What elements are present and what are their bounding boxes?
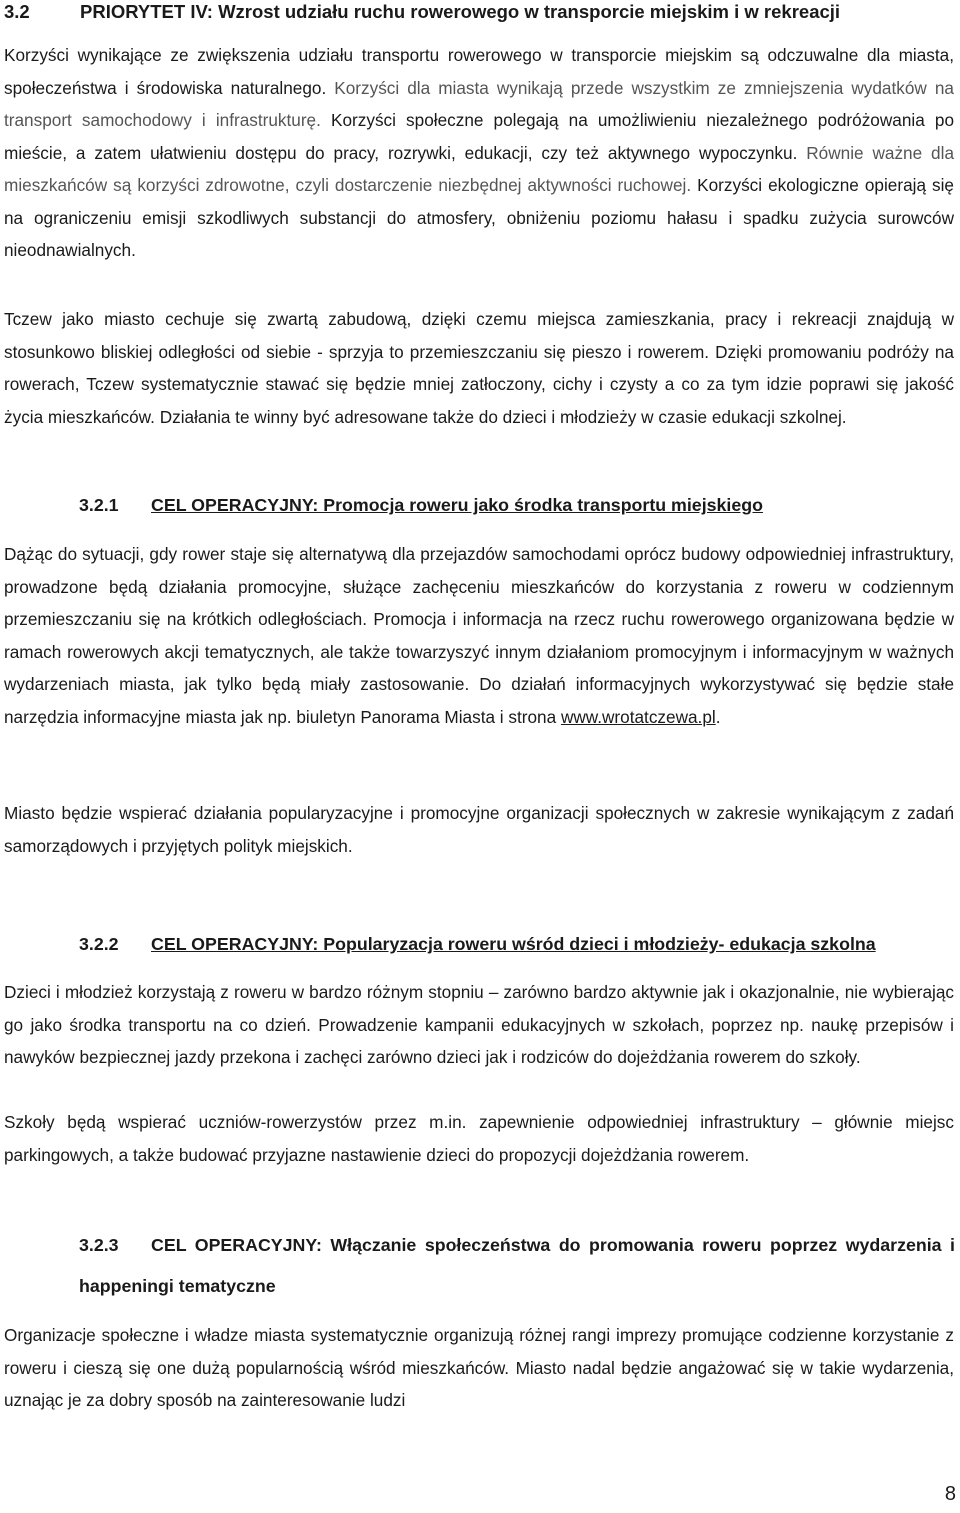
goal2-paragraph-2: Szkoły będą wspierać uczniów-rowerzystów przez m.in. zapewnienie odpowiedniej infrastruktury – głównie miejsc parkingowych, a także budować przyjazne nastawienie dzieci do propozycji dojeżdżania rowerem. — [4, 1112, 954, 1165]
goal-number: 3.2.2 — [79, 934, 119, 954]
section-title: PRIORYTET IV: Wzrost udziału ruchu rowerowego w transporcie miejskim i w rekreacji — [80, 1, 841, 22]
section-heading — [4, 0, 954, 25]
page-number: 8 — [944, 1483, 956, 1505]
intro-sentence: Korzyści dla miasta wynikają przede wszystkim ze zmniejszenia wydatków na transport samochodowy i infrastrukturę. — [4, 77, 954, 130]
goal1-text: Dążąc do sytuacji, gdy rower staje się alternatywą dla przejazdów samochodami oprócz budowy odpowiedniej infrastruktury, prowadzone będą działania promocyjne, służące zachęceniu mieszkańców do korzystania z roweru w codziennym przemieszczaniu się na krótkich odległościach. Promocja i informacja na rzecz ruchu rowerowego organizowana będzie w ramach rowerowych akcji tematycznych, ale także towarzyszyć innym działaniom promocyjnym i informacyjnym w ważnych wydarzeniach miasta, jak tylko będą miały zastosowanie. Do działań informacyjnych wykorzystywać się będzie stałe narzędzia informacyjne miasta jak np. biuletyn Panorama Miasta i strona — [4, 544, 954, 727]
intro-sentence: Korzyści wynikające ze zwiększenia udziału transportu rowerowego w transporcie miejskim są odczuwalne dla miasta, społeczeństwa i środowiska naturalnego. — [4, 45, 954, 98]
goal-title: CEL OPERACYJNY: Włączanie społeczeństwa do promowania roweru poprzez wydarzenia i happeningi tematyczne — [79, 1235, 955, 1296]
intro-sentence: Równie ważne dla mieszkańców są korzyści zdrowotne, czyli dostarczenie niezbędnej aktywności ruchowej. — [4, 142, 954, 195]
goal1-text-end: . — [715, 706, 721, 727]
goal-title: CEL OPERACYJNY: Popularyzacja roweru wśród dzieci i młodzieży- edukacja szkolna — [151, 934, 876, 954]
goal-number: 3.2.3 — [79, 1235, 119, 1255]
intro-sentence: Korzyści ekologiczne opierają się na ograniczeniu emisji szkodliwych substancji do atmosfery, obniżeniu poziomu hałasu i spadku zużycia surowców nieodnawialnych. — [4, 175, 954, 260]
goal1-paragraph — [4, 538, 954, 733]
intro-paragraph — [4, 39, 954, 267]
website-link[interactable]: www.wrotatczewa.pl — [560, 706, 716, 727]
goal-number: 3.2.1 — [79, 495, 119, 515]
goal3-paragraph: Organizacje społeczne i władze miasta systematycznie organizują różnej rangi imprezy promujące codzienne korzystanie z roweru i cieszą się one dużą popularnością wśród mieszkańców. Miasto nadal będzie angażować się w takie wydarzenia, uznając je za dobry sposób na zainteresowanie ludzi — [4, 1325, 954, 1410]
section-number: 3.2 — [4, 1, 30, 22]
goal1-paragraph-2: Miasto będzie wspierać działania popularyzacyjne i promocyjne organizacji społecznych w zakresie wynikającym z zadań samorządowych i przyjętych polityk miejskich. — [4, 803, 954, 856]
goal-heading-3-2-1 — [79, 485, 955, 526]
goal2-paragraph: Dzieci i młodzież korzystają z roweru w bardzo różnym stopniu – zarówno bardzo aktywnie jak i okazjonalnie, nie wybierając go jako środka transportu na co dzień. Prowadzenie kampanii edukacyjnych w szkołach, poprzez np. naukę przepisów i nawyków bezpiecznej jazdy przekona i zachęci zarówno dzieci jak i rodziców do dojeżdżania rowerem do szkoły. — [4, 982, 954, 1067]
goal-heading-3-2-2 — [79, 924, 955, 965]
intro-sentence: Korzyści społeczne polegają na umożliwieniu niezależnego podróżowania po mieście, a zatem ułatwieniu dostępu do pracy, rozrywki, edukacji, czy też aktywnego wypoczynku. — [4, 110, 954, 163]
goal-heading-3-2-3 — [79, 1225, 955, 1307]
goal-title: CEL OPERACYJNY: Promocja roweru jako środka transportu miejskiego — [151, 495, 763, 515]
intro-paragraph-2: Tczew jako miasto cechuje się zwartą zabudową, dzięki czemu miejsca zamieszkania, pracy i rekreacji znajdują w stosunkowo bliskiej odległości od siebie - sprzyja to przemieszczaniu się pieszo i rowerem. Dzięki promowaniu podróży na rowerach, Tczew systematycznie stawać się będzie mniej zatłoczony, cichy i czysty a co za tym idzie poprawi się jakość życia mieszkańców. Działania te winny być adresowane także do dzieci i młodzieży w czasie edukacji szkolnej. — [4, 309, 954, 427]
